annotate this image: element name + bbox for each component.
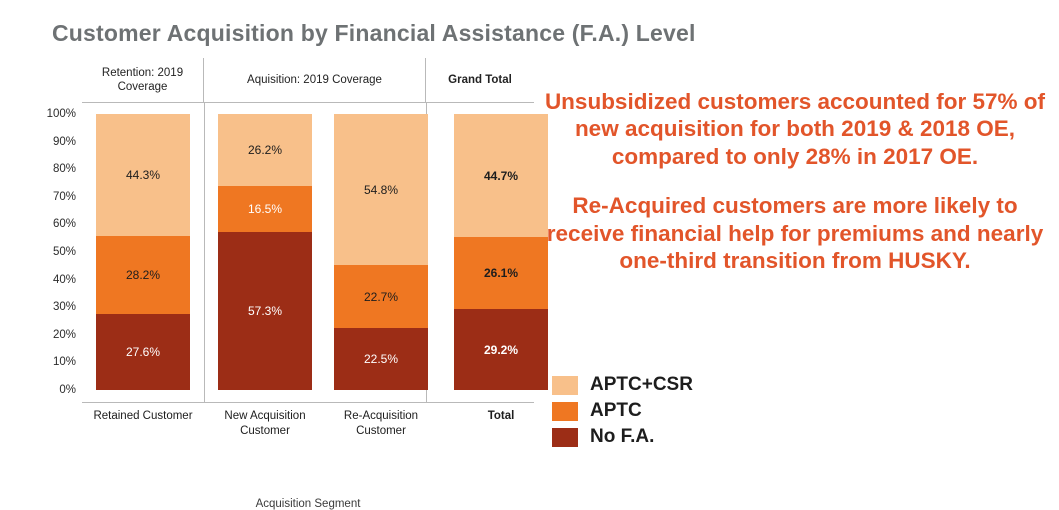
callout-reacquired: Re-Acquired customers are more likely to receive financial help for premiums and nearly one-third transition from HUSKY. xyxy=(546,193,1044,274)
segment-aptc-new: 16.5% xyxy=(218,186,312,232)
legend-item-no-fa xyxy=(552,424,872,450)
segment-aptc-csr-new: 26.2% xyxy=(218,114,312,186)
segment-aptc-csr-retained: 44.3% xyxy=(96,114,190,236)
y-tick-90: 90% xyxy=(52,135,76,148)
y-tick-100: 100% xyxy=(46,108,76,120)
x-axis-title: Acquisition Segment xyxy=(255,498,361,510)
stacked-bar-chart xyxy=(14,58,534,510)
y-tick-70: 70% xyxy=(52,190,76,203)
segment-no-fa-retained: 27.6% xyxy=(96,314,190,390)
x-tick-total: Total xyxy=(487,410,515,422)
x-tick-new-acquisition-customer: New Acquisition Customer xyxy=(224,410,306,437)
segment-no-fa-total: 29.2% xyxy=(454,309,548,390)
y-tick-0: 0% xyxy=(59,384,76,396)
column-header-retention: Retention: 2019 Coverage xyxy=(82,58,204,102)
y-tick-40: 40% xyxy=(52,273,76,286)
page-title: Customer Acquisition by Financial Assistance (F.A.) Level xyxy=(52,20,696,46)
callout-text-block xyxy=(540,88,1050,275)
x-axis xyxy=(82,402,534,449)
legend-swatch-aptc xyxy=(552,402,578,421)
x-tick-retained-customer: Retained Customer xyxy=(93,410,193,422)
segment-no-fa-reacq: 22.5% xyxy=(334,328,428,390)
legend-label-no-fa: No F.A. xyxy=(590,426,655,447)
bars-container xyxy=(46,108,534,396)
bar-total xyxy=(454,114,548,390)
segment-aptc-total: 26.1% xyxy=(454,237,548,309)
column-header-acquisition: Aquisition: 2019 Coverage xyxy=(204,58,426,102)
y-tick-80: 80% xyxy=(52,163,76,176)
y-tick-60: 60% xyxy=(52,218,76,231)
segment-aptc-reacq: 22.7% xyxy=(334,265,428,328)
legend-swatch-no-fa xyxy=(552,428,578,447)
segment-aptc-csr-reacq: 54.8% xyxy=(334,114,428,265)
legend-swatch-aptc-csr xyxy=(552,376,578,395)
legend-item-aptc-csr xyxy=(552,372,872,398)
segment-aptc-csr-total: 44.7% xyxy=(454,114,548,237)
bar-retained-customer xyxy=(96,114,190,390)
y-tick-10: 10% xyxy=(52,356,76,369)
callout-unsubsidized: Unsubsidized customers accounted for 57% of new acquisition for both 2019 & 2018 OE, compared to only 28% in 2017 OE. xyxy=(544,89,1046,169)
legend-item-aptc xyxy=(552,398,872,424)
y-tick-30: 30% xyxy=(52,301,76,314)
bar-new-acquisition-customer xyxy=(218,114,312,390)
segment-no-fa-new: 57.3% xyxy=(218,232,312,390)
column-header-band xyxy=(82,58,534,103)
legend-label-aptc: APTC xyxy=(590,400,642,421)
y-tick-20: 20% xyxy=(52,328,76,341)
y-tick-50: 50% xyxy=(52,246,76,258)
column-header-grand-total: Grand Total xyxy=(448,73,512,86)
x-tick-re-acquisition-customer: Re-Acquisition Customer xyxy=(343,410,419,437)
legend-label-aptc-csr: APTC+CSR xyxy=(590,374,693,395)
segment-aptc-retained: 28.2% xyxy=(96,236,190,314)
plot-area xyxy=(46,102,534,402)
bar-re-acquisition-customer xyxy=(334,114,428,390)
chart-legend xyxy=(552,372,872,450)
